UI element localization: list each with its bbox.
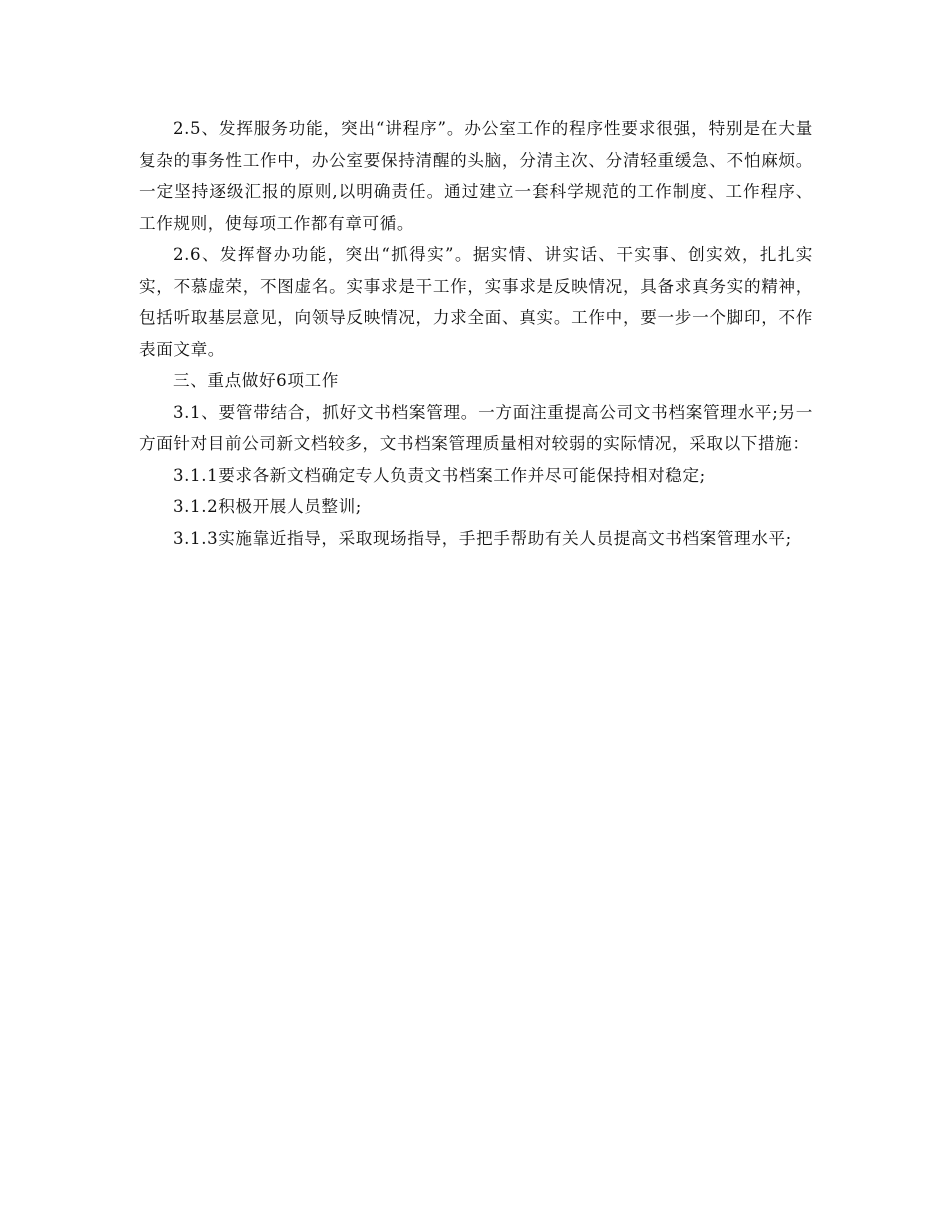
paragraph-3-1-3: 3.1.3实施靠近指导，采取现场指导，手把手帮助有关人员提高文书档案管理水平;: [173, 528, 792, 548]
paragraph-3-1-2: 3.1.2积极开展人员整训;: [173, 497, 362, 516]
section-heading-3: 三、重点做好6项工作: [173, 371, 339, 390]
paragraph-2-5: 2.5、发挥服务功能，突出“讲程序”。办公室工作的程序性要求很强，特别是在大量复杂的事务性工作中，办公室要保持清醒的头脑，分清主次、分清轻重缓急、不怕麻烦。一定坚持逐级汇报的原则,以明确责任。通过建立一套科学规范的工作制度、工作程序、工作规则，使每项工作都有章可循。: [139, 119, 813, 233]
paragraph-2-6: 2.6、发挥督办功能，突出“抓得实”。据实情、讲实话、干实事、创实效，扎扎实实，不慕虚荣，不图虚名。实事求是干工作，实事求是反映情况，具备求真务实的精神，包括听取基层意见，向领导反映情况，力求全面、真实。工作中，要一步一个脚印，不作表面文章。: [139, 245, 813, 359]
paragraph-3-1-1: 3.1.1要求各新文档确定专人负责文书档案工作并尽可能保持相对稳定;: [173, 465, 706, 485]
paragraph-3-1: 3.1、要管带结合，抓好文书档案管理。一方面注重提高公司文书档案管理水平;另一方面针对目前公司新文档较多，文书档案管理质量相对较弱的实际情况，采取以下措施：: [139, 402, 813, 453]
document-body: [139, 113, 813, 554]
